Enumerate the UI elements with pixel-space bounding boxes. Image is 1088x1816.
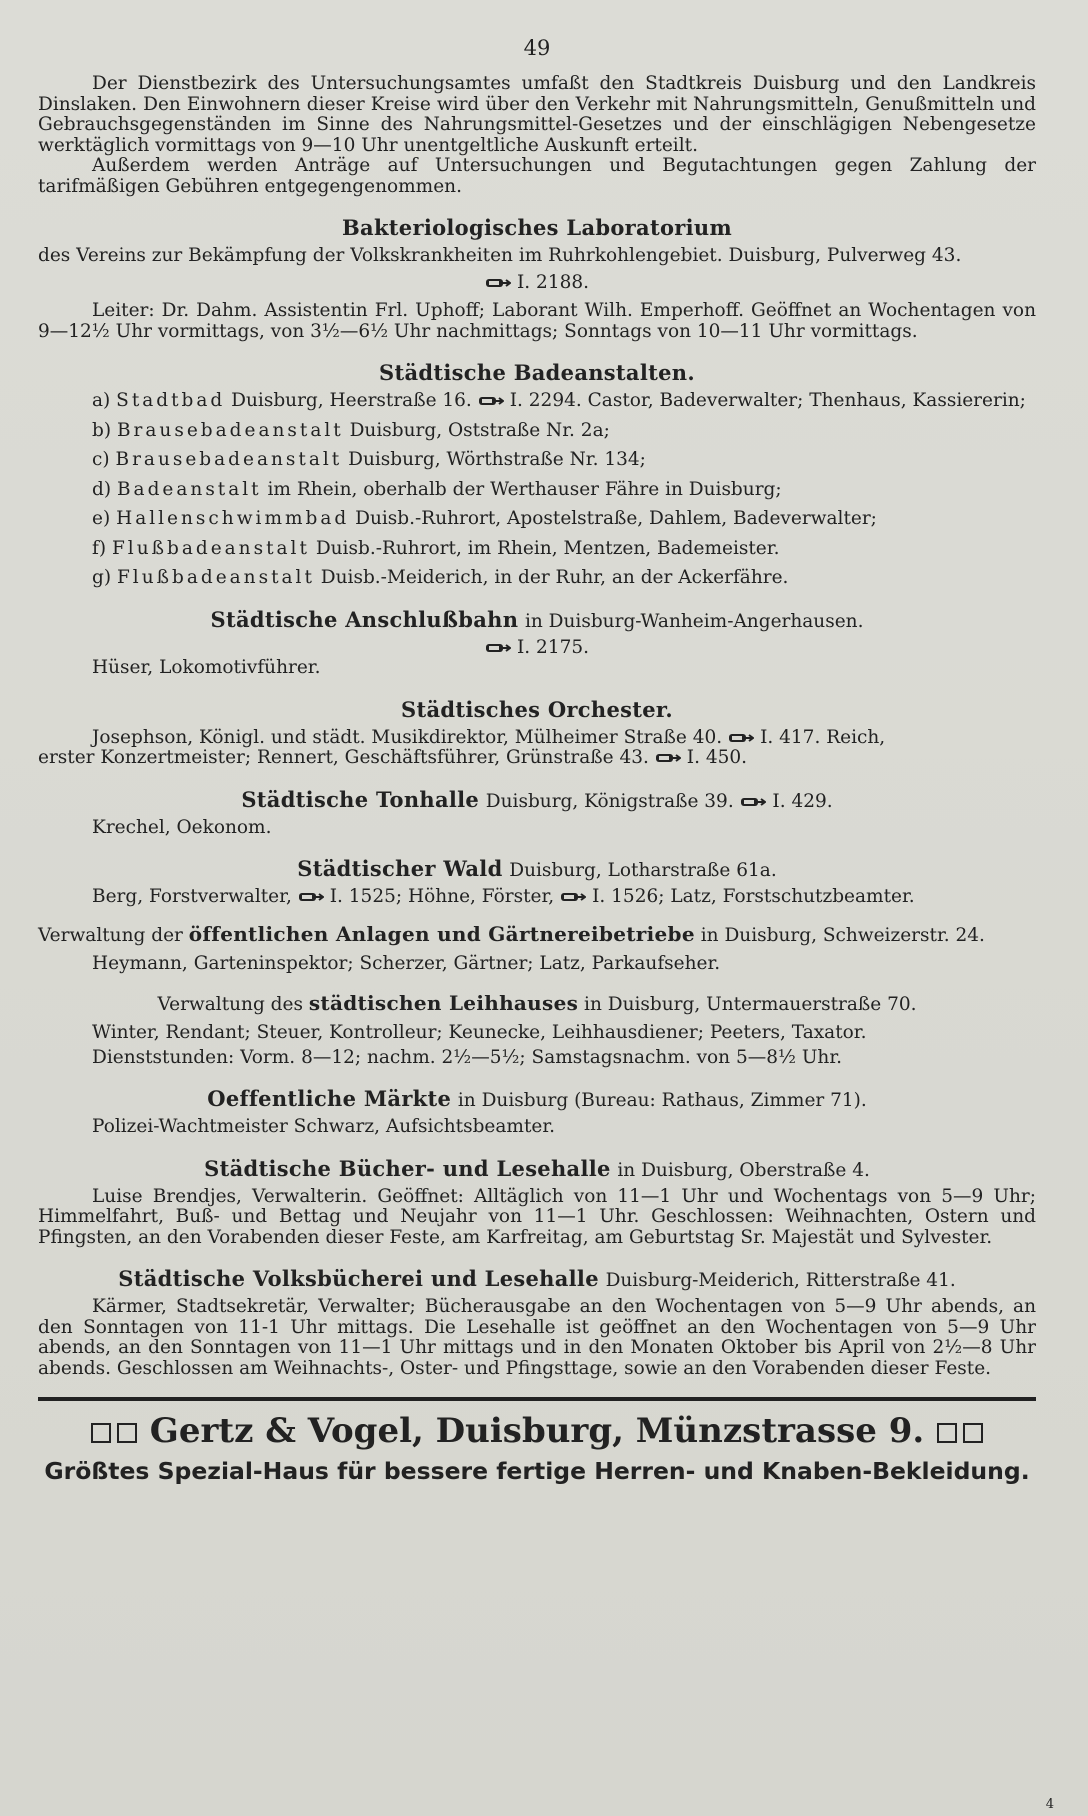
advertisement-tagline: Größtes Spezial-Haus für bessere fertige Herren- und Knaben-Bekleidung. <box>44 1457 1030 1485</box>
section-heading-anschlussbahn: Städtische Anschlußbahn in Duisburg-Wanheim-Angerhausen. <box>210 606 864 632</box>
bakteriologie-staff: Leiter: Dr. Dahm. Assistentin Frl. Uphoff; Laborant Wilh. Emperhoff. Geöffnet an Wochentagen von 9—12½ Uhr vormittags, von 3½—6½ Uhr nachmittags; Sonntags von 10—11 Uhr vormittags. <box>38 300 1036 342</box>
page-number: 49 <box>523 36 551 60</box>
list-item: g) Flußbadeanstalt Duisb.-Meiderich, in der Ruhr, an der Ackerfähre. <box>92 567 789 588</box>
corner-mark: 4 <box>1045 1797 1054 1812</box>
advertisement-headline: Gertz & Vogel, Duisburg, Münzstrasse 9. <box>38 1411 1036 1451</box>
telephone-icon <box>478 394 504 408</box>
ornament-squares <box>934 1411 986 1451</box>
section-heading-bakteriologie: Bakteriologisches Laboratorium <box>341 215 732 240</box>
section-heading-buecherhalle: Städtische Bücher- und Lesehalle in Duisburg, Oberstraße 4. <box>204 1155 870 1181</box>
section-heading-badeanstalten: Städtische Badeanstalten. <box>379 360 695 385</box>
section-heading-orchester: Städtisches Orchester. <box>401 696 673 722</box>
telephone-icon <box>560 890 586 904</box>
section-heading-maerkte: Oeffentliche Märkte in Duisburg (Bureau: Rathaus, Zimmer 71). <box>207 1086 867 1111</box>
ornament-squares <box>88 1411 140 1451</box>
footer-divider <box>38 1397 1036 1401</box>
phone-number: I. 2188. <box>516 271 590 293</box>
intro-paragraph-2: Außerdem werden Anträge auf Untersuchungen und Begutachtungen gegen Zahlung der tarifmäßigen Gebühren entgegengenommen. <box>38 155 1036 197</box>
wald-staff: Berg, Forstverwalter, I. 1525; Höhne, Förster, I. 1526; Latz, Forstschutzbeamter. <box>92 886 915 907</box>
leihhaus-hours: Dienststunden: Vorm. 8—12; nachm. 2½—5½; Samstagsnachm. von 5—8½ Uhr. <box>92 1046 843 1068</box>
intro-paragraph: Der Dienstbezirk des Untersuchungsamtes umfaßt den Stadtkreis Duisburg und den Landkreis Dinslaken. Den Einwohnern dieser Kreise wird über den Verkehr mit Nahrungsmitteln, Genußmitteln und Gebrauchsgegenständen im Sinne des Nahrungsmittel-Gesetzes und der einschlägigen Nebengesetze werktäglich vormittags von 9—10 Uhr unentgeltliche Auskunft erteilt. <box>38 73 1036 156</box>
anschlussbahn-phone: I. 2175. <box>38 638 1036 659</box>
section-heading-wald: Städtischer Wald Duisburg, Lotharstraße 61a. <box>297 856 777 881</box>
buecherhalle-text: Luise Brendjes, Verwalterin. Geöffnet: Alltäglich von 11—1 Uhr und Wochentags von 5—9 Uhr; Himmelfahrt, Buß- und Bettag und Neujahr von 11—1 Uhr. Geschlossen: Weihnachten, Ostern und Pfingsten, an den Vorabenden dieser Feste, am Karfreitag, am Geburtstag Sr. Majestät und Sylvester. <box>38 1185 1036 1248</box>
section-heading-anlagen: Verwaltung der öffentlichen Anlagen und Gärtnereibetriebe in Duisburg, Schweizerstr. 24. <box>38 921 985 946</box>
telephone-icon <box>655 751 681 765</box>
list-item: a) Stadtbad Duisburg, Heerstraße 16. I. 2294. Castor, Badeverwalter; Thenhaus, Kassiererin; <box>92 390 1026 411</box>
maerkte-staff: Polizei-Wachtmeister Schwarz, Aufsichtsbeamter. <box>92 1116 556 1137</box>
list-item: b) Brausebadeanstalt Duisburg, Oststraße Nr. 2a; <box>92 419 610 441</box>
anlagen-staff: Heymann, Garteninspektor; Scherzer, Gärtner; Latz, Parkaufseher. <box>92 953 721 974</box>
bakteriologie-address: des Vereins zur Bekämpfung der Volkskrankheiten im Ruhrkohlengebiet. Duisburg, Pulverweg 43. <box>38 245 962 266</box>
tonhalle-staff: Krechel, Oekonom. <box>92 816 272 838</box>
section-heading-leihhaus: Verwaltung des städtischen Leihhauses in Duisburg, Untermauerstraße 70. <box>157 990 917 1015</box>
anschlussbahn-staff: Hüser, Lokomotivführer. <box>92 657 321 678</box>
volksbuecherei-text: Kärmer, Stadtsekretär, Verwalter; Bücherausgabe an den Wochentagen von 5—9 Uhr abends, an den Sonntagen von 11-1 Uhr mittags. Die Lesehalle ist geöffnet an den Wochentagen von 5—9 Uhr abends, an den Sonntagen von 11—1 Uhr mittags und in den Monaten Oktober bis April von 2½—8 Uhr abends. Geschlossen am Weihnachts-, Oster- und Pfingsttage, sowie an den Vorabenden dieser Feste. <box>38 1296 1036 1379</box>
list-item: f) Flußbadeanstalt Duisb.-Ruhrort, im Rhein, Mentzen, Bademeister. <box>92 537 780 559</box>
leihhaus-staff: Winter, Rendant; Steuer, Kontrolleur; Keunecke, Leihhausdiener; Peeters, Taxator. <box>92 1022 867 1043</box>
telephone-icon <box>298 890 324 904</box>
list-item: c) Brausebadeanstalt Duisburg, Wörthstraße Nr. 134; <box>92 449 646 470</box>
list-item: d) Badeanstalt im Rhein, oberhalb der Werthauser Fähre in Duisburg; <box>92 478 782 500</box>
list-item: e) Hallenschwimmbad Duisb.-Ruhrort, Apostelstraße, Dahlem, Badeverwalter; <box>92 508 877 529</box>
section-heading-volksbuecherei: Städtische Volksbücherei und Lesehalle Duisburg-Meiderich, Ritterstraße 41. <box>118 1266 956 1291</box>
telephone-icon <box>485 641 511 655</box>
bakteriologie-phone <box>38 273 1036 294</box>
section-heading-tonhalle: Städtische Tonhalle Duisburg, Königstraße 39. I. 429. <box>241 786 833 812</box>
telephone-icon <box>740 795 766 809</box>
telephone-icon <box>728 731 754 745</box>
telephone-icon <box>485 276 511 290</box>
orchester-line-2: erster Konzertmeister; Rennert, Geschäftsführer, Grünstraße 43. I. 450. <box>38 747 748 768</box>
orchester-line-1: Josephson, Königl. und städt. Musikdirektor, Mülheimer Straße 40. I. 417. Reich, <box>92 726 886 748</box>
badeanstalten-list <box>38 391 1036 589</box>
